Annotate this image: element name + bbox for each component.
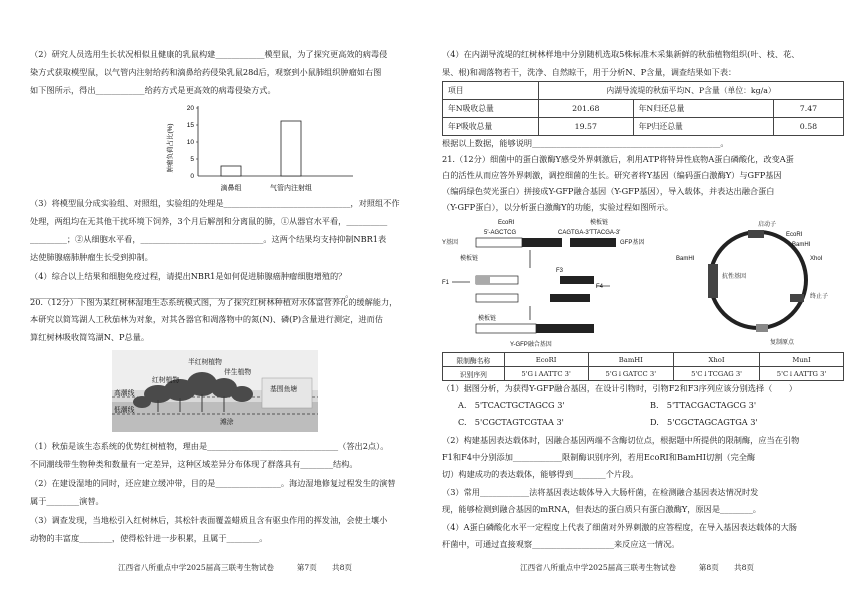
right-page	[430, 0, 850, 591]
template-label-3: 模板链	[478, 316, 497, 322]
label-fishpond: 基围鱼塘	[270, 385, 298, 393]
tumor-burden-chart	[158, 100, 358, 200]
th-item: 项目	[443, 82, 539, 100]
q20-3-line1: （3）调查发现，当地松引入红树林后，其松针表面覆盖蜡质且含有驱虫作用的挥发油，会使土壤小	[30, 515, 388, 525]
q2-line2: 染方式获取模型鼠，以气管内注射给药和滴鼻给药侵染乳鼠28d后，观察到小鼠肺组织肿瘤如右图	[30, 67, 382, 77]
q21-2-line3: 切）构建成功的表达载体，能够得到________个片段。	[442, 469, 639, 479]
q20-2-line2: 属于________演替。	[30, 496, 104, 506]
label-semi-mangrove: 半红树植物	[188, 358, 222, 366]
option-c: C. 5'CGCTAGTCGTAA 3'	[458, 417, 564, 427]
table-row: 年P吸收总量 19.57 年P归还总量 0.58	[443, 118, 844, 136]
q21-line3: （编码绿色荧光蛋白）拼接成Y-GFP融合基因（Y-GFP基因），导入载体，并表达出融合蛋白	[442, 186, 775, 196]
q21-1-line1: （1）据图分析，为获得Y-GFP融合基因，在设计引物时，引物F2和F3序列应该分别选择（ ）	[442, 383, 797, 393]
label-mangrove: 红树植物	[152, 376, 180, 384]
label-flat: 滩涂	[220, 418, 234, 426]
q20-line3: 算红树林吸收简笃湖N、P总量。	[30, 332, 150, 342]
q21-2-line2: F1和F4中分别添加____________限制酶识别序列，若用EcoRⅠ和BamHⅠ切割（完全酶	[442, 452, 756, 462]
q21-2-line1: （2）构建基因表达载体时，因融合基因两端不含酶切位点，根据题中所提供的限制酶，应当在引物	[442, 435, 800, 445]
bamhi1-label: BamHⅠ	[676, 256, 695, 262]
fusion-gene-diagram	[440, 216, 850, 350]
tick-10: 10	[186, 139, 194, 146]
ecori-label: EcoRⅠ	[498, 220, 515, 226]
template-label-2: 模板链	[460, 256, 479, 262]
q21-3-line1: （3）常用____________法将基因表达载体导入大肠杆菌，在检测融合基因表达情况时发	[442, 487, 759, 497]
label-associated: 伴生植物	[224, 368, 252, 376]
tick-0: 0	[190, 173, 194, 180]
tick-15: 15	[186, 122, 194, 129]
tick-5: 5	[190, 156, 194, 163]
f3-label: F3	[556, 268, 564, 274]
f4-label: F4	[596, 284, 604, 290]
chart-ylabel: 肿瘤负荷占比(%)	[167, 123, 174, 173]
ygene-label: Y基因	[442, 240, 459, 246]
r-q4-line2: 果、根)和凋落物若干，洗净、自然晾干，用于分析N、P含量，调查结果如下表：	[442, 67, 737, 77]
fusion-label: Y-GFP融合基因	[510, 342, 552, 348]
resist-label: 抗性基因	[722, 274, 747, 280]
q2-line1: （2）研究人员选用生长状况相似且健康的乳鼠构建____________模型鼠，为了探究更高效的病毒侵	[30, 49, 388, 59]
np-content-table	[442, 81, 844, 136]
bar-intratracheal	[281, 121, 301, 176]
q21-4-line1: （4）A蛋白磷酸化水平一定程度上代表了细菌对外界刺激的应答程度，在导入基因表达载体的大肠	[442, 522, 797, 532]
q21-line4: （Y-GFP蛋白），以分析蛋白激酶Y的功能，实验过程如图所示。	[442, 202, 673, 212]
promoter-label: 启动子	[758, 222, 777, 228]
tick-20: 20	[186, 105, 194, 112]
q20-2-line1: （2）在建设湿地的同时，还应建立缓冲带，目的是________________。海边湿地修复过程发生的演替	[30, 478, 396, 488]
table-row: 年N吸收总量 201.68 年N归还总量 7.47	[443, 100, 844, 118]
q20-1-line2: 不同潮线带生物种类和数量有一定差异，这种区域差异分布体现了群落具有________结构。	[30, 459, 358, 469]
q2-line3: 如下图所示，得出____________给药方式是更高效的病毒侵染方式。	[30, 85, 276, 95]
q3-line1: （3）将模型鼠分成实验组、对照组，实验组的处理是_______________________________，对照组不作	[30, 198, 400, 208]
left-footer: 江西省八所重点中学2025届高三联考生物试卷 第7页 共8页	[118, 563, 353, 572]
right-footer: 江西省八所重点中学2025届高三联考生物试卷 第8页 共8页	[520, 563, 755, 572]
q3-line4: 达使肺腺癌肺肿瘤生长受到抑制。	[30, 252, 153, 262]
r-q4-line1: （4）在内湖导流堤的红树林样地中分别随机选取5株标准木采集新鲜的秋茄植物组织(叶、枝、花、	[442, 49, 800, 59]
bar-nasal	[221, 166, 241, 176]
q3-line3: _________；②从细胞水平看，______________________________。这两个结果均支持抑制NBR1表	[30, 234, 387, 244]
q21-3-line2: 现，能够检测到融合基因的mRNA，但表达的蛋白质只有蛋白激酶Y，原因是________。	[442, 504, 761, 514]
q20-line1: 20.（12分）下图为某红树林湿地生态系统模式图，为了探究红树林种植对水体富营养化的缓解能力，	[30, 297, 398, 307]
f1-label: F1	[442, 280, 450, 286]
restriction-enzyme-table	[442, 352, 844, 381]
option-d: D. 5'CGCTAGCAGTGA 3'	[650, 417, 758, 427]
table-row: 限制酶名称 EcoRⅠ BamHⅠ XhoⅠ MunⅠ	[443, 353, 844, 367]
ecori2-label: EcoRⅠ	[786, 232, 803, 238]
q21-line2: 白的活性从而应答外界刺激，调控细菌的生长。研究者将Y基因（编码蛋白激酶Y）与GFP基因	[442, 170, 782, 180]
template-label-1: 模板链	[590, 220, 609, 226]
cat-nasal: 滴鼻组	[220, 184, 242, 192]
ori-label: 复制原点	[770, 340, 795, 346]
q3-line2: 处理，两组均在无其他干扰环境下饲养，3个月后解剖和分离鼠的肺，①从器官水平看，__________	[30, 216, 388, 226]
left-page	[0, 0, 420, 591]
xhoi-label: XhoⅠ	[810, 256, 823, 262]
q20-3-line2: 动物的丰富度________，使得松针进一步积累，且属于________。	[30, 533, 268, 543]
gfp-label: GFP基因	[620, 240, 645, 246]
seq4: TTACGA-3'	[590, 230, 621, 236]
bamhi2-label: BamHⅠ	[792, 242, 811, 248]
q4-line1: （4）综合以上结果和细胞免疫过程，请提出NBR1是如何促进肺腺癌肿瘤细胞增殖的？	[30, 271, 347, 281]
after-table: 根据以上数据，能够说明______________________________________________。	[442, 138, 729, 148]
q21-4-line2: 杆菌中，可通过直接观察____________________来反应这一情况。	[442, 539, 680, 549]
mangrove-ecosystem-diagram	[112, 350, 318, 432]
q21-line1: 21.（12分）细菌中的蛋白激酶Y感受外界刺激后，利用ATP将特异性底物A蛋白磷酸化，改变A蛋	[442, 154, 794, 164]
terminator-label: 终止子	[810, 294, 829, 300]
q4-line2: _____________________________________________________________________________。	[30, 289, 354, 299]
seq2: CAGTGA-3'	[558, 230, 590, 236]
q20-1-line1: （1）秋茄是该生态系统的优势红树植物，理由是________________________________（答出2点）。	[30, 441, 389, 451]
seq1: 5'-AGCTCG	[484, 230, 517, 236]
th-content: 内湖导流堤的秋茄平均N、P含量（单位：kg/a）	[539, 82, 844, 100]
option-b: B. 5'TTACGACTAGCG 3'	[650, 400, 757, 410]
label-low-tide: 低潮线	[114, 406, 135, 414]
table-row: 识别序列 5'G↓AATTC 3' 5'G↓GATCC 3' 5'C↓TCGAG 3' 5'C↓AATTG 3'	[443, 367, 844, 381]
cat-intratracheal: 气管内注射组	[270, 184, 312, 192]
option-a: A. 5'TCACTGCTAGCG 3'	[458, 400, 565, 410]
label-high-tide: 高潮线	[114, 389, 135, 397]
q20-line2: 本研究以简笃湖人工秋茄林为对象，对其各器官和凋落物中的氮(N)、磷(P)含量进行测定，进而估	[30, 314, 383, 324]
